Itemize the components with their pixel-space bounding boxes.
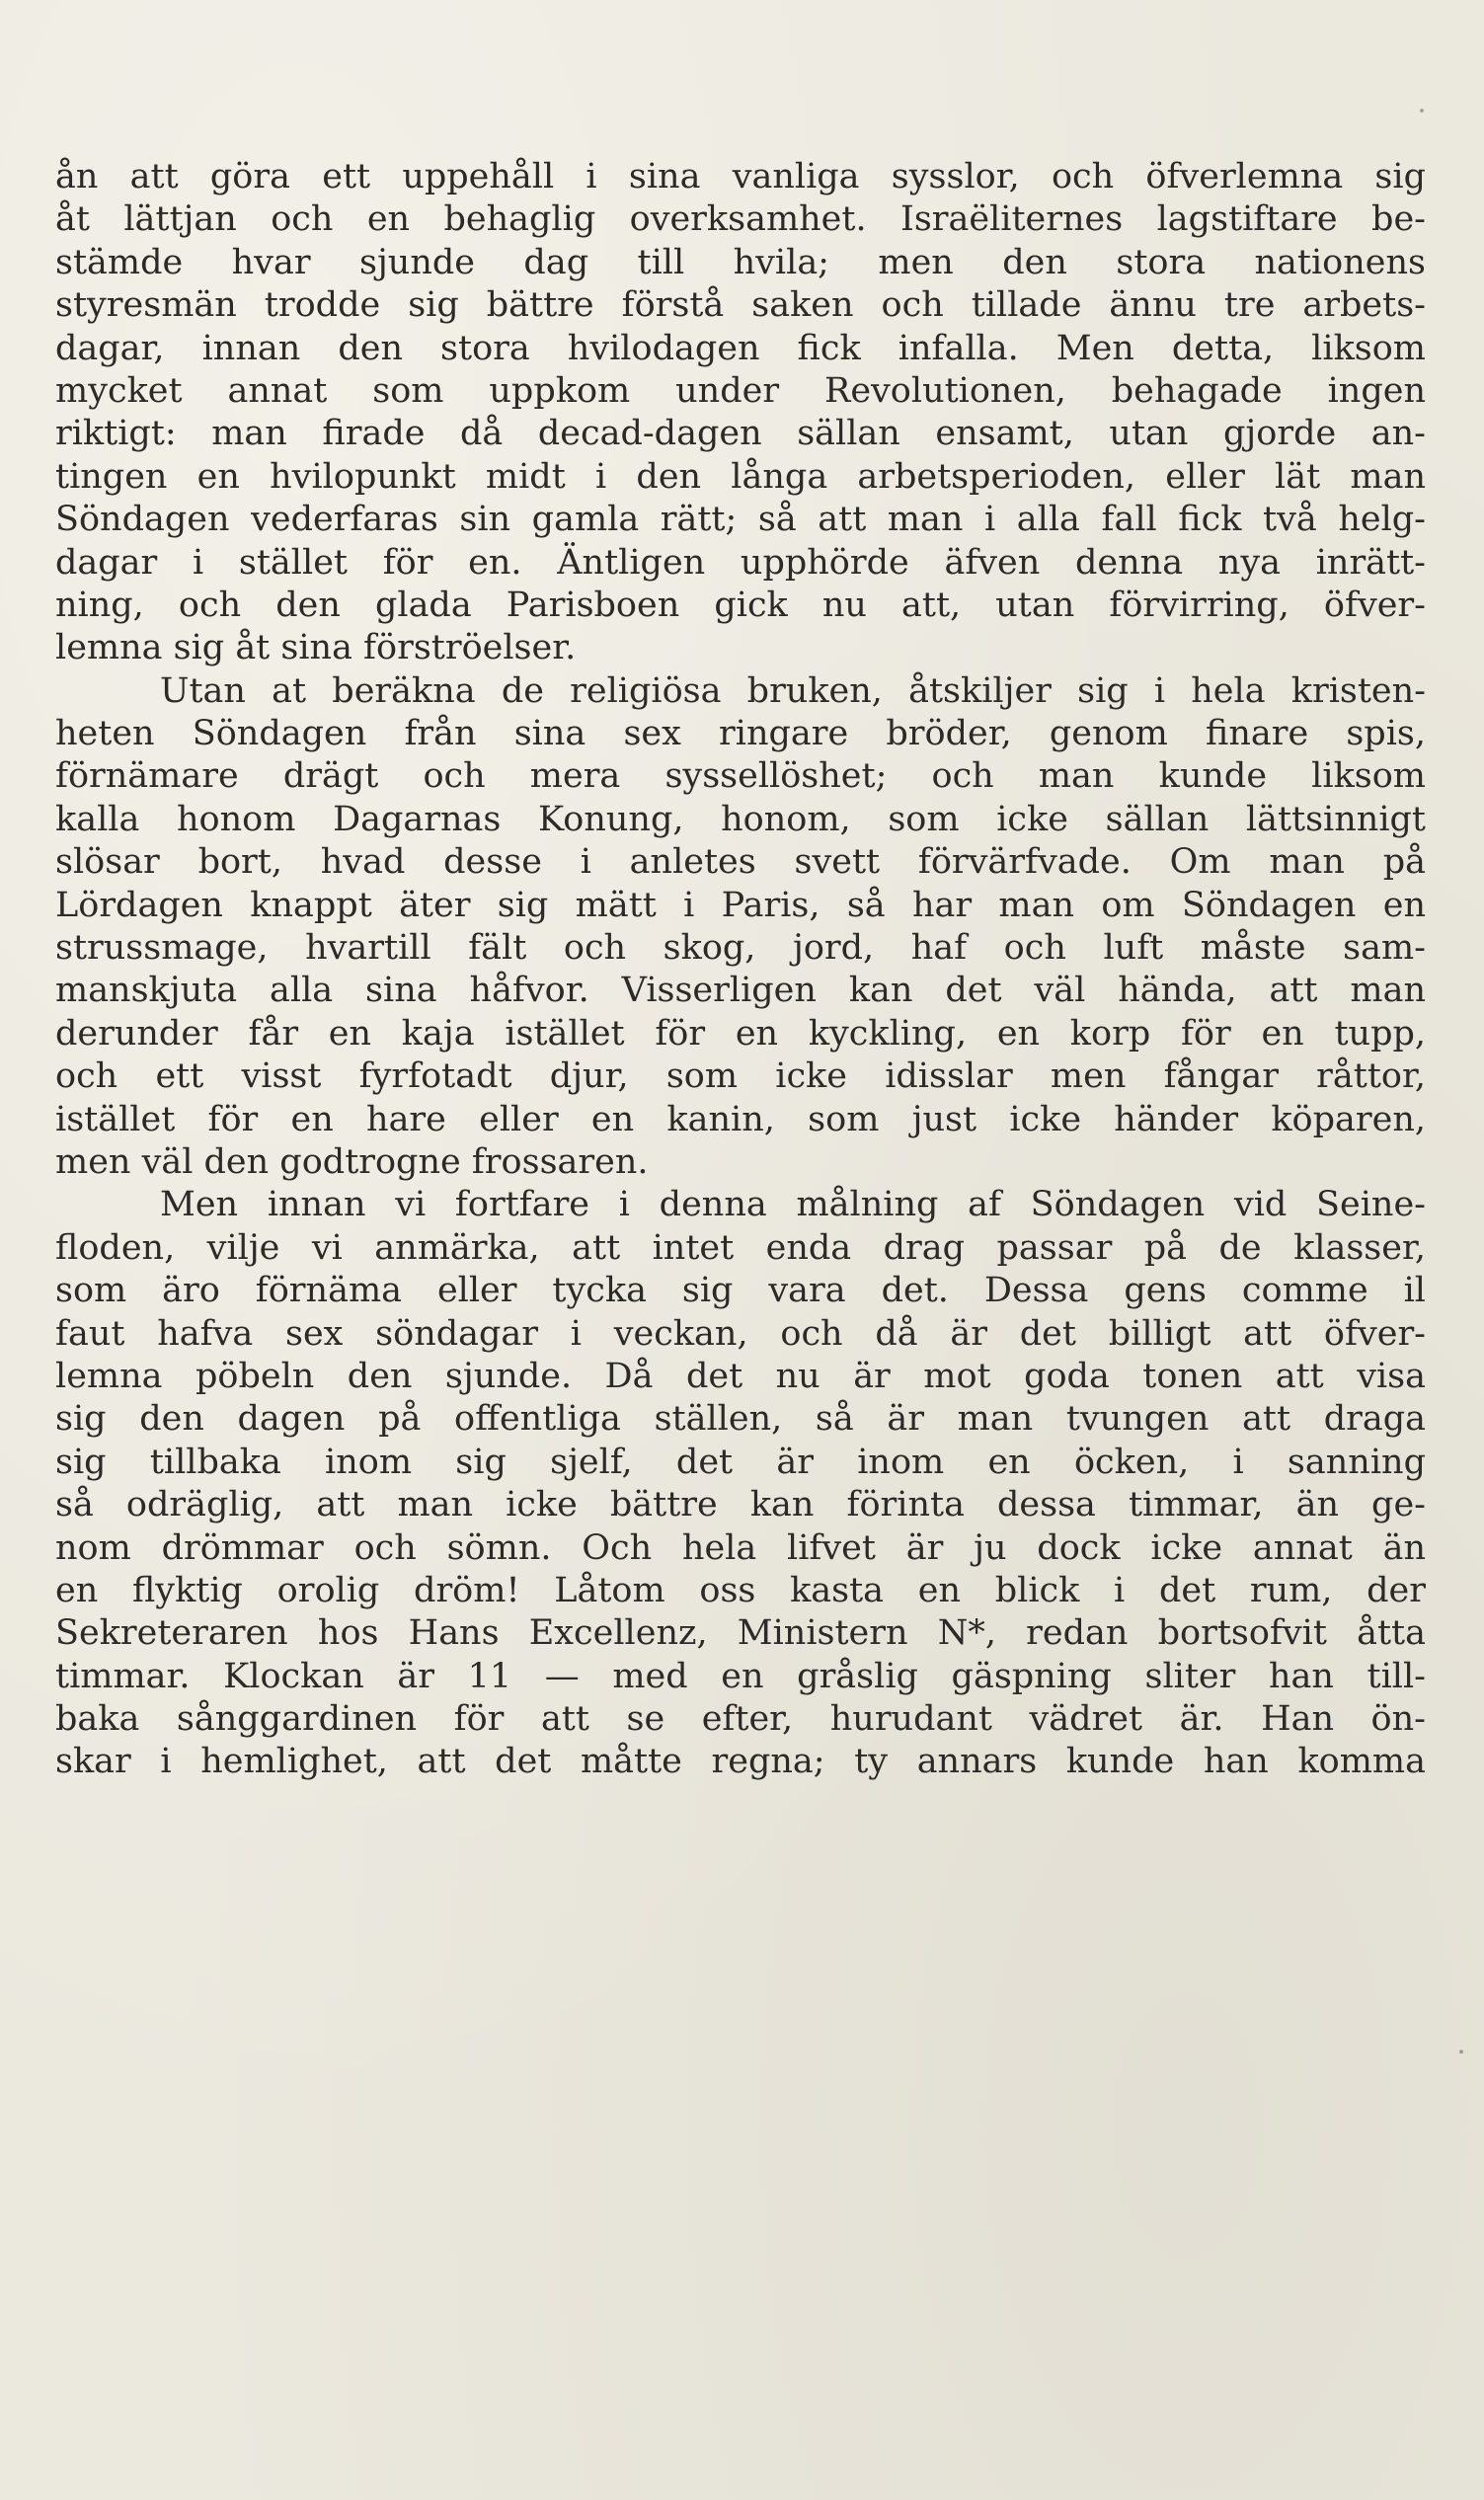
text-line: men väl den godtrogne frossaren. <box>55 1141 649 1182</box>
text-line: strussmage, hvartill fält och skog, jord, haf och luft måste sam- <box>55 928 1426 969</box>
text-line: istället för en hare eller en kanin, som just icke händer köparen, <box>55 1099 1426 1139</box>
text-line: Söndagen vederfaras sin gamla rätt; så att man i alla fall fick två helg- <box>55 500 1426 540</box>
text-line: dagar, innan den stora hvilodagen fick infalla. Men detta, liksom <box>55 328 1426 368</box>
text-line: ån att göra ett uppehåll i sina vanliga sysslor, och öfverlemna sig <box>55 157 1426 196</box>
text-line: slösar bort, hvad desse i anletes svett förvärfvade. Om man på <box>55 842 1426 883</box>
text-line: skar i hemlighet, att det måtte regna; ty annars kunde han komma <box>55 1742 1426 1782</box>
text-line: faut hafva sex söndagar i veckan, och då är det billigt att öfver- <box>55 1313 1426 1354</box>
text-line: stämde hvar sjunde dag till hvila; men den stora nationens <box>55 242 1426 282</box>
text-line: åt lättjan och en behaglig overksamhet. Israëliternes lagstiftare be- <box>55 199 1426 240</box>
text-line: kalla honom Dagarnas Konung, honom, som icke sällan lättsinnigt <box>55 799 1426 839</box>
text-line: sig den dagen på offentliga ställen, så är man tvungen att draga <box>55 1399 1426 1440</box>
text-line: floden, vilje vi anmärka, att intet enda drag passar på de klasser, <box>55 1227 1426 1268</box>
text-line: dagar i stället för en. Äntligen upphörde äfven denna nya inrätt- <box>55 542 1426 583</box>
text-line: derunder får en kaja istället för en kyckling, en korp för en tupp, <box>55 1013 1426 1054</box>
text-line: manskjuta alla sina håfvor. Visserligen kan det väl hända, att man <box>55 971 1426 1011</box>
text-line: och ett visst fyrfotadt djur, som icke idisslar men fångar råttor, <box>55 1056 1426 1097</box>
body-text <box>55 156 1426 1784</box>
text-line: lemna pöbeln den sjunde. Då det nu är mot goda tonen att visa <box>55 1356 1426 1396</box>
text-line: nom drömmar och sömn. Och hela lifvet är ju dock icke annat än <box>55 1527 1426 1568</box>
text-line: som äro förnäma eller tycka sig vara det. Dessa gens comme il <box>55 1271 1426 1311</box>
text-line: baka sånggardinen för att se efter, hurudant vädret är. Han ön- <box>55 1699 1426 1740</box>
text-line: riktigt: man firade då decad-dagen sällan ensamt, utan gjorde an- <box>55 414 1426 454</box>
text-line: ning, och den glada Parisboen gick nu att, utan förvirring, öfver- <box>55 585 1426 625</box>
text-line: Lördagen knappt äter sig mätt i Paris, så har man om Söndagen en <box>55 885 1426 925</box>
text-line: mycket annat som uppkom under Revolutionen, behagade ingen <box>55 370 1426 411</box>
text-line: en flyktig orolig dröm! Låtom oss kasta en blick i det rum, der <box>55 1570 1426 1610</box>
text-line: lemna sig åt sina förströelser. <box>55 628 577 668</box>
text-line: tingen en hvilopunkt midt i den långa arbetsperioden, eller lät man <box>55 456 1426 497</box>
text-line: sig tillbaka inom sig sjelf, det är inom en öcken, i sanning <box>55 1442 1426 1482</box>
text-line: timmar. Klockan är 11 — med en gråslig gäspning sliter han till- <box>55 1656 1426 1696</box>
text-line: förnämare drägt och mera syssellöshet; och man kunde liksom <box>55 756 1426 797</box>
text-line: så odräglig, att man icke bättre kan förinta dessa timmar, än ge- <box>55 1485 1426 1525</box>
text-line: heten Söndagen från sina sex ringare bröder, genom finare spis, <box>55 714 1426 754</box>
ink-speck <box>1420 109 1424 113</box>
text-line: Men innan vi fortfare i denna målning af Söndagen vid Seine- <box>160 1185 1426 1225</box>
text-line: Sekreteraren hos Hans Excellenz, Ministern N*, redan bortsofvit åtta <box>55 1613 1426 1654</box>
text-line: Utan at beräkna de religiösa bruken, åtskiljer sig i hela kristen- <box>160 670 1426 711</box>
ink-speck <box>1459 2050 1463 2054</box>
text-line: styresmän trodde sig bättre förstå saken och tillade ännu tre arbets- <box>55 285 1426 326</box>
